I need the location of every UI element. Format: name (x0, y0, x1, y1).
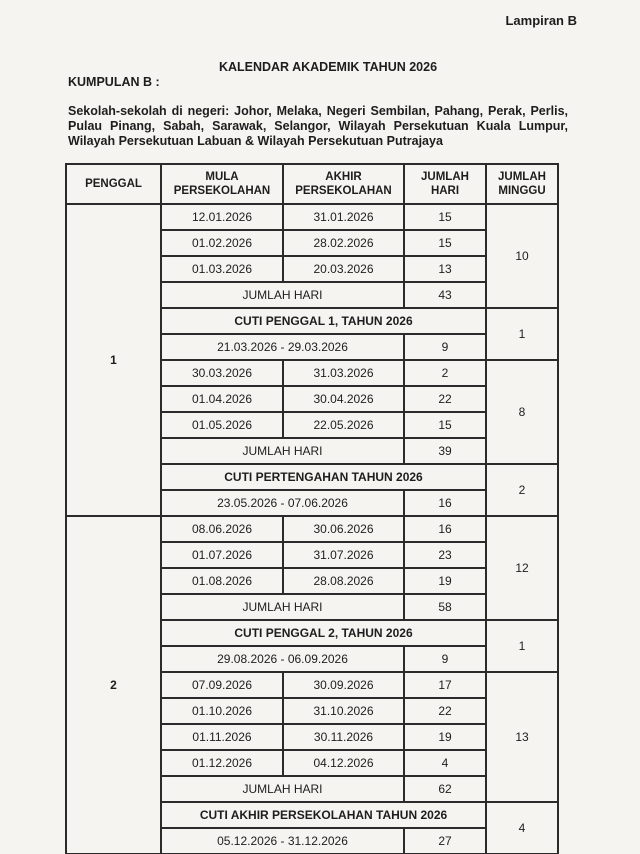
cuti-label: CUTI PERTENGAHAN TAHUN 2026 (161, 464, 486, 490)
header-penggal: PENGGAL (66, 164, 161, 204)
hari-total: 43 (404, 282, 486, 308)
mula-date: 01.07.2026 (161, 542, 283, 568)
hari-value: 15 (404, 204, 486, 230)
penggal-cell: 2 (66, 516, 161, 854)
table-row (66, 204, 558, 230)
akhir-date: 28.02.2026 (283, 230, 404, 256)
akhir-date: 30.04.2026 (283, 386, 404, 412)
header-mula: MULA PERSEKOLAHAN (161, 164, 283, 204)
mula-date: 12.01.2026 (161, 204, 283, 230)
minggu-value: 1 (486, 308, 558, 360)
date-range: 05.12.2026 - 31.12.2026 (161, 828, 404, 854)
hari-total: 62 (404, 776, 486, 802)
jumlah-hari-label: JUMLAH HARI (161, 594, 404, 620)
kumpulan-label: KUMPULAN B : (68, 75, 160, 89)
akhir-date: 28.08.2026 (283, 568, 404, 594)
description-paragraph: Sekolah-sekolah di negeri: Johor, Melaka, Negeri Sembilan, Pahang, Perak, Perlis, Pulau Pinang, Sabah, Sarawak, Selangor, Wilayah Persekutuan Kuala Lumpur, Wilayah Persekutuan Labuan & Wilayah Persekutuan Putrajaya (68, 104, 568, 148)
jumlah-hari-label: JUMLAH HARI (161, 776, 404, 802)
akhir-date: 22.05.2026 (283, 412, 404, 438)
akhir-date: 31.10.2026 (283, 698, 404, 724)
hari-value: 4 (404, 750, 486, 776)
date-range: 29.08.2026 - 06.09.2026 (161, 646, 404, 672)
minggu-value: 13 (486, 672, 558, 802)
akhir-date: 20.03.2026 (283, 256, 404, 282)
hari-total: 58 (404, 594, 486, 620)
hari-value: 9 (404, 646, 486, 672)
hari-total: 39 (404, 438, 486, 464)
hari-value: 27 (404, 828, 486, 854)
hari-value: 19 (404, 724, 486, 750)
mula-date: 30.03.2026 (161, 360, 283, 386)
minggu-value: 10 (486, 204, 558, 308)
mula-date: 01.05.2026 (161, 412, 283, 438)
mula-date: 01.10.2026 (161, 698, 283, 724)
minggu-value: 4 (486, 802, 558, 854)
hari-value: 15 (404, 230, 486, 256)
minggu-value: 8 (486, 360, 558, 464)
minggu-value: 2 (486, 464, 558, 516)
mula-date: 07.09.2026 (161, 672, 283, 698)
hari-value: 19 (404, 568, 486, 594)
mula-date: 01.03.2026 (161, 256, 283, 282)
table-header-row (66, 164, 558, 204)
hari-value: 9 (404, 334, 486, 360)
header-jumlah-minggu: JUMLAH MINGGU (486, 164, 558, 204)
mula-date: 01.12.2026 (161, 750, 283, 776)
jumlah-hari-label: JUMLAH HARI (161, 438, 404, 464)
hari-value: 15 (404, 412, 486, 438)
cuti-label: CUTI AKHIR PERSEKOLAHAN TAHUN 2026 (161, 802, 486, 828)
akhir-date: 30.06.2026 (283, 516, 404, 542)
hari-value: 16 (404, 516, 486, 542)
hari-value: 23 (404, 542, 486, 568)
date-range: 21.03.2026 - 29.03.2026 (161, 334, 404, 360)
mula-date: 01.02.2026 (161, 230, 283, 256)
mula-date: 01.04.2026 (161, 386, 283, 412)
page-title: KALENDAR AKADEMIK TAHUN 2026 (218, 60, 438, 74)
akhir-date: 30.09.2026 (283, 672, 404, 698)
penggal-cell: 1 (66, 204, 161, 516)
akhir-date: 31.03.2026 (283, 360, 404, 386)
cuti-label: CUTI PENGGAL 2, TAHUN 2026 (161, 620, 486, 646)
hari-value: 17 (404, 672, 486, 698)
akhir-date: 04.12.2026 (283, 750, 404, 776)
table-row (66, 516, 558, 542)
minggu-value: 1 (486, 620, 558, 672)
date-range: 23.05.2026 - 07.06.2026 (161, 490, 404, 516)
cuti-label: CUTI PENGGAL 1, TAHUN 2026 (161, 308, 486, 334)
jumlah-hari-label: JUMLAH HARI (161, 282, 404, 308)
akhir-date: 31.01.2026 (283, 204, 404, 230)
hari-value: 22 (404, 386, 486, 412)
mula-date: 08.06.2026 (161, 516, 283, 542)
hari-value: 2 (404, 360, 486, 386)
minggu-value: 12 (486, 516, 558, 620)
lampiran-label: Lampiran B (505, 13, 577, 28)
hari-value: 22 (404, 698, 486, 724)
akhir-date: 31.07.2026 (283, 542, 404, 568)
header-akhir: AKHIR PERSEKOLAHAN (283, 164, 404, 204)
hari-value: 13 (404, 256, 486, 282)
mula-date: 01.11.2026 (161, 724, 283, 750)
header-jumlah-hari: JUMLAH HARI (404, 164, 486, 204)
hari-value: 16 (404, 490, 486, 516)
mula-date: 01.08.2026 (161, 568, 283, 594)
calendar-table (65, 163, 559, 854)
akhir-date: 30.11.2026 (283, 724, 404, 750)
